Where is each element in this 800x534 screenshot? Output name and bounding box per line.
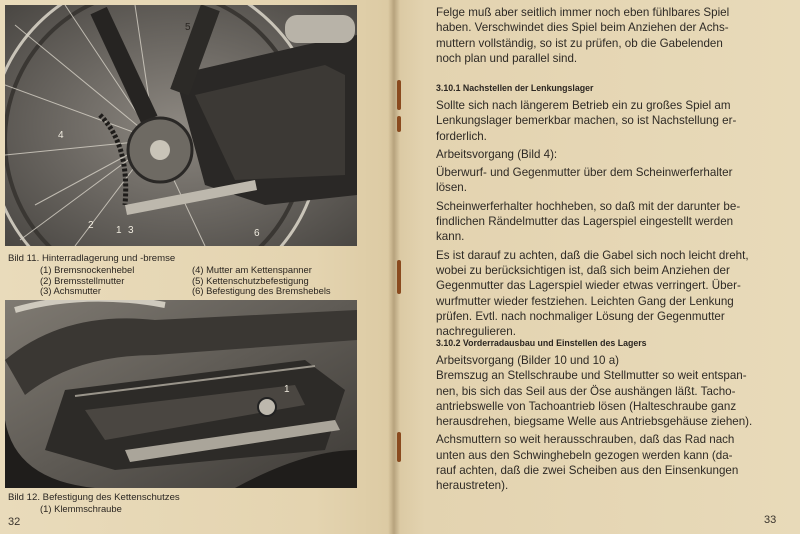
- figure-11-legend-item: (3) Achsmutter: [40, 285, 101, 297]
- text-line: kann.: [436, 230, 465, 244]
- figure-12-photo: [5, 300, 357, 488]
- figure-11-legend-item: (2) Bremsstellmutter: [40, 274, 125, 286]
- text-line: Scheinwerferhalter hochheben, so daß mit der darunter be-: [436, 199, 741, 213]
- text-line: Sollte sich nach längerem Betrieb ein zu großes Spiel am: [436, 99, 731, 112]
- text-line: nachregulieren.: [436, 325, 516, 339]
- figure-11-callout: 3: [128, 225, 134, 236]
- binding-stitch: [397, 116, 401, 132]
- section-3-10-2-body: [436, 353, 780, 494]
- text-line: Es ist darauf zu achten, daß die Gabel sich noch leicht dreht,: [436, 248, 749, 262]
- text-line: heraustreten).: [436, 479, 509, 493]
- figure-12-caption-title: Bild 12. Befestigung des Kettenschutzes: [8, 492, 180, 503]
- section-3-10-1-body: [436, 98, 780, 339]
- text-line: herausdrehen, biegsame Welle aus Antriebsgehäuse ziehen).: [436, 415, 753, 429]
- page-number-left: 32: [8, 516, 21, 528]
- text-line: Arbeitsvorgang (Bild 4):: [436, 147, 558, 161]
- figure-11-photo: [5, 5, 357, 246]
- text-line: haben. Verschwindet dies Spiel beim Anziehen der Achs-: [436, 21, 729, 35]
- figure-11-callout: 5: [185, 22, 191, 33]
- page-number-right: 33: [764, 514, 777, 526]
- binding-stitch: [397, 432, 401, 462]
- text-line: findlichen Rändelmutter das Lagerspiel eingestellt werden: [436, 215, 734, 229]
- text-line: rauf achten, daß die zwei Scheiben aus den Einsenkungen: [436, 464, 739, 478]
- figure-11-callout: 2: [88, 220, 94, 231]
- figure-12-legend-item: (1) Klemmschraube: [40, 503, 122, 514]
- text-line: forderlich.: [436, 129, 487, 143]
- figure-11-legend-right: [192, 265, 331, 297]
- text-line: prüfen. Evtl. nach nochmaliger Lösung der Gegenmutter: [436, 309, 725, 323]
- text-line: Achsmuttern so weit herausschrauben, daß das Rad nach: [436, 433, 735, 447]
- text-line: antriebswelle von Tachoantrieb lösen (Halteschraube ganz: [436, 399, 737, 413]
- text-line: Bremszug an Stellschraube und Stellmutter so weit entspan-: [436, 369, 747, 383]
- text-line: muttern vollständig, so ist zu prüfen, ob die Gabelenden: [436, 36, 723, 50]
- text-line: lösen.: [436, 181, 467, 195]
- text-line: Überwurf- und Gegenmutter über dem Scheinwerferhalter: [436, 166, 733, 180]
- figure-11-legend-left: [40, 265, 134, 297]
- figure-11-legend-item: (5) Kettenschutzbefestigung: [192, 274, 309, 286]
- figure-12-callout: 1: [284, 384, 290, 395]
- section-heading-3-10-2: 3.10.2 Vorderradausbau und Einstellen des Lagers: [436, 338, 647, 348]
- figure-11-callout: 4: [58, 130, 64, 141]
- figure-11-legend-item: (6) Befestigung des Bremshebels: [192, 285, 331, 297]
- text-line: unten aus den Schwinghebeln gezogen werden kann (da-: [436, 448, 733, 462]
- intro-paragraph: [436, 5, 780, 66]
- text-line: Lenkungslager bemerkbar machen, so ist Nachstellung er-: [436, 114, 737, 128]
- binding-stitch: [397, 260, 401, 294]
- figure-12-legend: [40, 504, 122, 515]
- text-line: wobei zu berücksichtigen ist, daß sich beim Anziehen der: [436, 263, 730, 277]
- figure-11-legend-item: (4) Mutter am Kettenspanner: [192, 264, 312, 275]
- figure-11-callout: 6: [254, 228, 260, 239]
- text-line: Arbeitsvorgang (Bilder 10 und 10 a): [436, 354, 620, 367]
- binding-stitch: [397, 80, 401, 110]
- text-line: wurfmutter wieder festziehen. Leichten Gang der Lenkung: [436, 294, 734, 308]
- figure-11-legend-item: (1) Bremsnockenhebel: [40, 264, 135, 275]
- text-line: Gegenmutter das Lagerspiel wieder etwas verringert. Über-: [436, 279, 741, 293]
- text-line: nen, bis sich das Seil aus der Öse aushängen läßt. Tacho-: [436, 384, 736, 398]
- figure-11-caption-title: Bild 11. Hinterradlagerung und -bremse: [8, 253, 176, 264]
- section-heading-3-10-1: 3.10.1 Nachstellen der Lenkungslager: [436, 83, 594, 93]
- text-line: Felge muß aber seitlich immer noch eben fühlbares Spiel: [436, 6, 730, 19]
- figure-11-callout: 1: [116, 225, 122, 236]
- text-line: noch plan und parallel sind.: [436, 51, 578, 65]
